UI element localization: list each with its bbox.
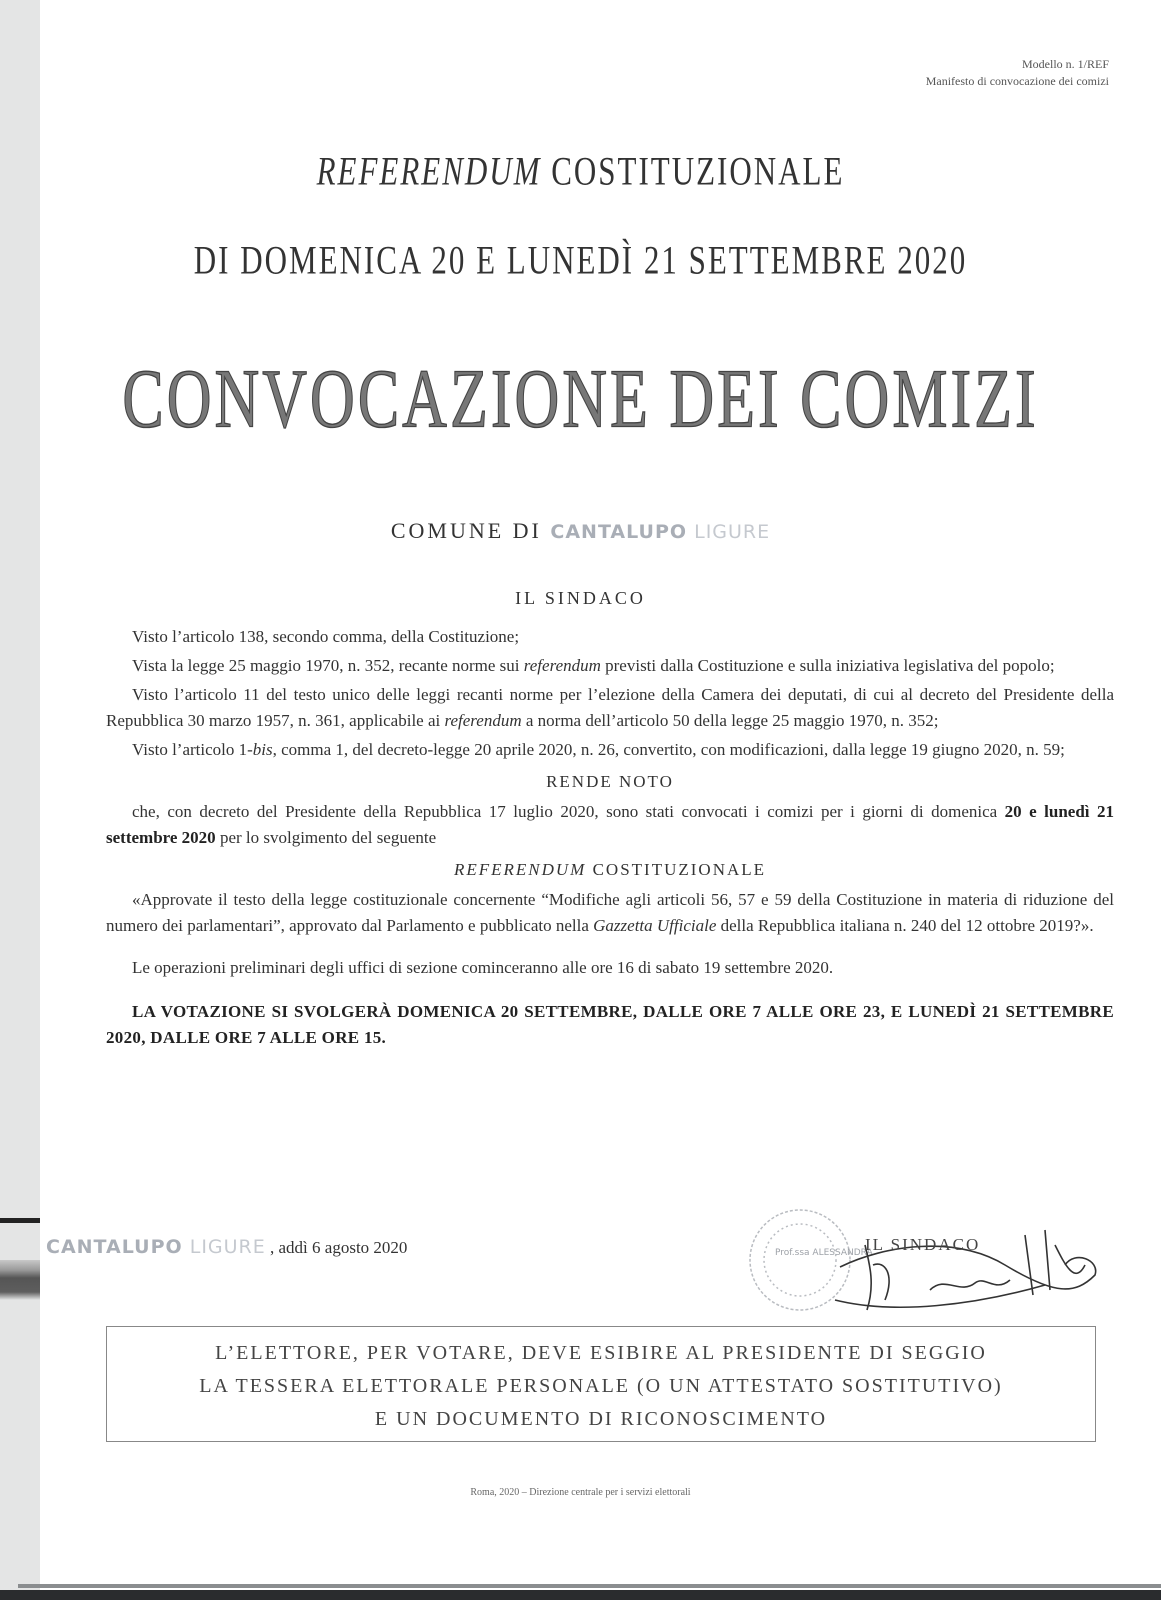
- notice-line: LA TESSERA ELETTORALE PERSONALE (O UN ATTESTATO SOSTITUTIVO): [199, 1375, 1003, 1397]
- scan-edge-mark: [0, 1218, 40, 1223]
- title-referendum-rest: COSTITUZIONALE: [541, 148, 845, 194]
- voter-notice-box: [106, 1326, 1096, 1442]
- stamp-text: Prof.ssa ALESSANDRA: [775, 1248, 873, 1258]
- preamble-item: [106, 682, 1114, 734]
- stamp-name-bold: CANTALUPO: [46, 1236, 183, 1258]
- text-run-italic: REFERENDUM: [453, 860, 587, 879]
- preliminary-operations: Le operazioni preliminari degli uffici di sezione cominceranno alle ore 16 di sabato 19 settembre 2020.: [132, 958, 834, 977]
- form-reference: [926, 56, 1109, 90]
- model-number: Modello n. 1/REF: [1021, 57, 1109, 71]
- text-run-italic: referendum: [523, 656, 601, 675]
- page-bottom-edge: [18, 1584, 1161, 1588]
- notice-line: E UN DOCUMENTO DI RICONOSCIMENTO: [374, 1408, 828, 1430]
- rende-noto-heading: RENDE NOTO: [546, 772, 674, 791]
- date-text: , addì 6 agosto 2020: [265, 1238, 408, 1257]
- model-description: Manifesto di convocazione dei comizi: [925, 74, 1109, 88]
- voting-hours: LA VOTAZIONE SI SVOLGERÀ DOMENICA 20 SETTEMBRE, DALLE ORE 7 ALLE ORE 23, E LUNEDÌ 21 SETTEMBRE 2020, DALLE ORE 7 ALLE ORE 15.: [106, 1002, 1114, 1047]
- text-run: Visto l’articolo 1-: [132, 740, 253, 759]
- text-run: , comma 1, del decreto-legge 20 aprile 2020, n. 26, convertito, con modificazioni, dalla legge 19 giugno 2020, n. 59;: [272, 740, 1065, 759]
- scan-edge-mark: [0, 1260, 40, 1300]
- document-body: [106, 624, 1114, 1054]
- text-run-italic: referendum: [444, 711, 522, 730]
- place-stamp: [46, 1236, 266, 1258]
- text-run: a norma dell’articolo 50 della legge 25 maggio 1970, n. 352;: [521, 711, 939, 730]
- mayor-signature-label: IL SINDACO: [865, 1235, 981, 1254]
- title-dates: DI DOMENICA 20 E LUNEDÌ 21 SETTEMBRE 2020: [193, 237, 968, 283]
- preamble-item: [106, 653, 1114, 679]
- text-run: per lo svolgimento del seguente: [215, 828, 437, 847]
- official-stamp-and-signature: [745, 1205, 1105, 1325]
- main-title: CONVOCAZIONE DEI COMIZI: [122, 353, 1039, 446]
- stamp-name-faint: LIGURE: [687, 521, 771, 543]
- text-run: COSTITUZIONALE: [586, 860, 767, 879]
- announcement-paragraph: [106, 799, 1114, 851]
- stamp-name-faint: LIGURE: [182, 1236, 266, 1258]
- footer-credit: Roma, 2020 – Direzione centrale per i servizi elettorali: [470, 1487, 691, 1498]
- stamp-name-bold: CANTALUPO: [550, 521, 688, 543]
- text-run-bold: 20 e lunedì 21 settembre 2020: [106, 802, 1114, 847]
- preamble-item: Visto l’articolo 138, secondo comma, della Costituzione;: [132, 627, 520, 646]
- text-run-italic: Gazzetta Ufficiale: [593, 916, 717, 935]
- title-referendum: [0, 148, 1161, 195]
- text-run: Visto l’articolo 11 del testo unico delle leggi recanti norme per l’elezione della Camera dei deputati, di cui al decreto del Presidente della Repubblica 30 marzo 1957, n. 361, applicabile ai: [106, 685, 1114, 730]
- preamble-item: [106, 737, 1114, 763]
- municipality-label: COMUNE DI: [390, 518, 551, 543]
- text-run: «Approvate il testo della legge costituzionale concernente “Modifiche agli articoli 56, 57 e 59 della Costituzione in materia di riduzione del numero dei parlamentari”, approvato dal Parlamento e pubblicato nella: [106, 890, 1114, 935]
- text-run: della Repubblica italiana n. 240 del 12 ottobre 2019?».: [716, 916, 1094, 935]
- referendum-heading: [106, 857, 1114, 883]
- mayor-heading: IL SINDACO: [515, 588, 646, 608]
- municipality-line: [0, 518, 1161, 544]
- text-run: che, con decreto del Presidente della Repubblica 17 luglio 2020, sono stati convocati i comizi per i giorni di domenica: [132, 802, 1005, 821]
- text-run: previsti dalla Costituzione e sulla iniziativa legislativa del popolo;: [600, 656, 1055, 675]
- place-and-date: [46, 1236, 407, 1258]
- referendum-question: [106, 887, 1114, 939]
- text-run: Vista la legge 25 maggio 1970, n. 352, recante norme sui: [132, 656, 524, 675]
- municipality-stamp: [550, 521, 770, 543]
- scanner-background: [0, 1590, 1161, 1600]
- title-referendum-italic: REFERENDUM: [316, 148, 542, 194]
- text-run-italic: bis: [252, 740, 273, 759]
- notice-line: L’ELETTORE, PER VOTARE, DEVE ESIBIRE AL PRESIDENTE DI SEGGIO: [215, 1342, 987, 1364]
